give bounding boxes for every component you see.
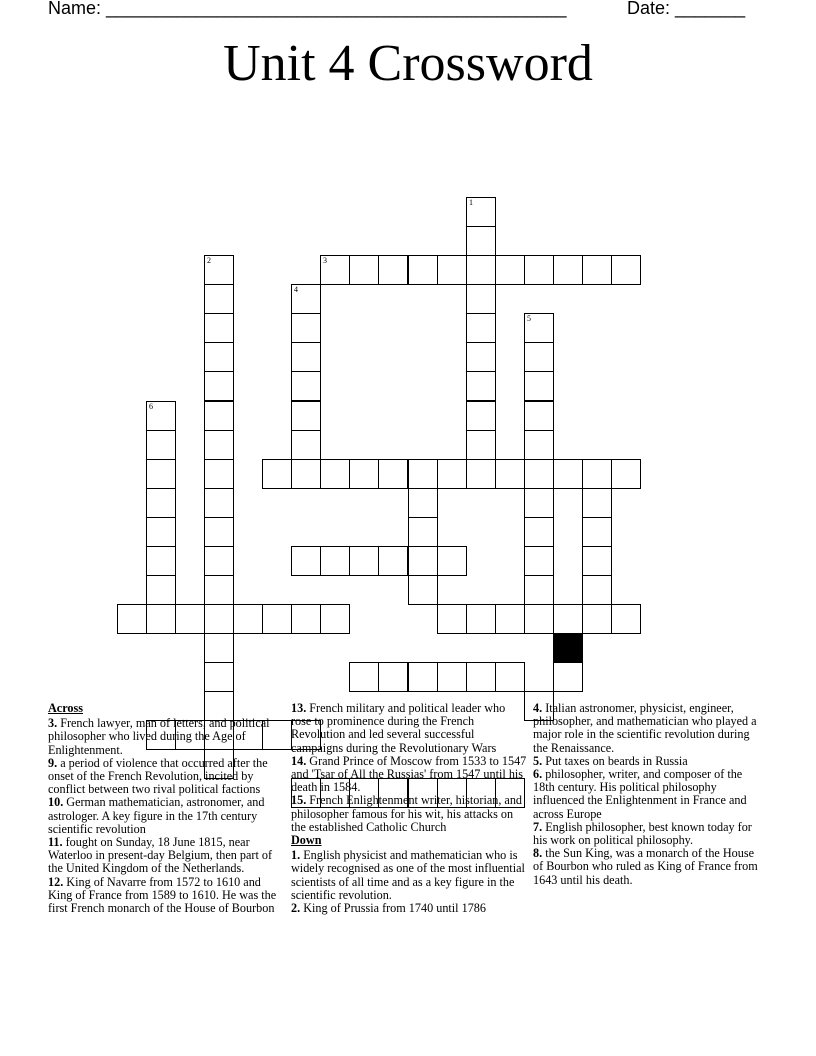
- clue-text: King of Prussia from 1740 until 1786: [300, 901, 486, 916]
- crossword-cell[interactable]: [320, 459, 350, 489]
- crossword-cell[interactable]: [437, 546, 467, 576]
- crossword-cell[interactable]: [146, 546, 176, 576]
- clue-number: 5: [527, 314, 531, 323]
- crossword-cell[interactable]: [524, 546, 554, 576]
- crossword-cell[interactable]: [204, 604, 234, 634]
- crossword-cell[interactable]: [233, 604, 263, 634]
- crossword-cell[interactable]: [378, 662, 408, 692]
- crossword-cell[interactable]: [204, 633, 234, 663]
- crossword-cell[interactable]: [408, 662, 438, 692]
- clue-item: [48, 757, 280, 797]
- crossword-cell[interactable]: [466, 226, 496, 256]
- crossword-cell[interactable]: [320, 546, 350, 576]
- crossword-cell[interactable]: [582, 575, 612, 605]
- crossword-black-cell: [553, 633, 583, 663]
- crossword-cell[interactable]: [146, 604, 176, 634]
- clue-item: [533, 702, 765, 755]
- crossword-cell[interactable]: [291, 342, 321, 372]
- clue-item: [291, 702, 527, 755]
- crossword-cell[interactable]: [349, 546, 379, 576]
- crossword-cell[interactable]: [437, 662, 467, 692]
- crossword-cell[interactable]: [582, 517, 612, 547]
- crossword-cell[interactable]: [146, 488, 176, 518]
- crossword-cell[interactable]: [553, 255, 583, 285]
- clue-number-label: 4.: [533, 701, 543, 715]
- down-heading: Down: [291, 833, 322, 848]
- crossword-cell[interactable]: [524, 313, 554, 343]
- down-clue-list-continued: [533, 702, 765, 887]
- crossword-cell[interactable]: [524, 401, 554, 431]
- name-field-label: Name: ______________________________________________: [48, 0, 567, 18]
- crossword-cell[interactable]: [611, 255, 641, 285]
- clue-item: [291, 755, 527, 795]
- crossword-cell[interactable]: [146, 459, 176, 489]
- clue-item: [533, 821, 765, 847]
- clue-text: Grand Prince of Moscow from 1533 to 1547 and 'Tsar of All the Russias' from 1547 until his death in 1584.: [291, 753, 527, 795]
- crossword-cell[interactable]: [349, 662, 379, 692]
- crossword-cell[interactable]: [349, 255, 379, 285]
- crossword-cell[interactable]: [291, 401, 321, 431]
- crossword-cell[interactable]: [175, 604, 205, 634]
- crossword-cell[interactable]: [204, 371, 234, 401]
- clue-text: French military and political leader who rose to prominence during the French Revolution and led several successful campaigns during the Revolutionary Wars: [291, 701, 506, 755]
- crossword-cell[interactable]: [291, 430, 321, 460]
- clue-text: German mathematician, astronomer, and astrologer. A key figure in the 17th century scientific revolution: [48, 795, 265, 836]
- crossword-cell[interactable]: [524, 430, 554, 460]
- crossword-cell[interactable]: [204, 313, 234, 343]
- crossword-cell[interactable]: [524, 255, 554, 285]
- crossword-cell[interactable]: [117, 604, 147, 634]
- down-clue-list: [291, 849, 527, 915]
- clue-number-label: 9.: [48, 755, 58, 770]
- clue-text: Put taxes on beards in Russia: [542, 753, 688, 768]
- crossword-cell[interactable]: [437, 604, 467, 634]
- clue-column-1: [48, 702, 280, 915]
- crossword-cell[interactable]: [320, 604, 350, 634]
- crossword-cell[interactable]: [582, 546, 612, 576]
- crossword-cell[interactable]: [553, 459, 583, 489]
- crossword-cell[interactable]: [291, 284, 321, 314]
- crossword-cell[interactable]: [349, 459, 379, 489]
- crossword-cell[interactable]: [408, 459, 438, 489]
- crossword-cell[interactable]: [291, 459, 321, 489]
- clue-text: French Enlightenment writer, historian, and philosopher famous for his wit, his attacks on the established Catholic Church: [291, 793, 523, 834]
- page-title: Unit 4 Crossword: [223, 35, 593, 92]
- crossword-cell[interactable]: [291, 313, 321, 343]
- crossword-cell[interactable]: [408, 546, 438, 576]
- crossword-cell[interactable]: [466, 284, 496, 314]
- clue-text: English physicist and mathematician who is widely recognised as one of the most influential scientists of all time and as a key figure in the scientific revolution.: [291, 848, 525, 902]
- crossword-cell[interactable]: [524, 517, 554, 547]
- clue-number-label: 15.: [291, 793, 307, 808]
- crossword-cell[interactable]: [466, 430, 496, 460]
- crossword-cell[interactable]: [204, 284, 234, 314]
- crossword-cell[interactable]: [378, 459, 408, 489]
- crossword-cell[interactable]: [524, 459, 554, 489]
- crossword-cell[interactable]: [611, 459, 641, 489]
- clue-text: King of Navarre from 1572 to 1610 and King of France from 1589 to 1610. He was the first French monarch of the House of Bourbon: [48, 874, 277, 916]
- crossword-cell[interactable]: [466, 342, 496, 372]
- crossword-cell[interactable]: [524, 604, 554, 634]
- crossword-cell[interactable]: [291, 546, 321, 576]
- clue-text: philosopher, writer, and composer of the 18th century. His political philosophy influenced the Enlightenment in France and across Europe: [533, 767, 747, 821]
- crossword-cell[interactable]: [204, 488, 234, 518]
- crossword-cell[interactable]: [466, 401, 496, 431]
- clue-number-label: 2.: [291, 901, 301, 916]
- clue-column-2: [291, 702, 527, 915]
- crossword-cell[interactable]: [146, 430, 176, 460]
- clue-number: 6: [149, 402, 153, 411]
- clue-number-label: 7.: [533, 819, 543, 834]
- crossword-cell[interactable]: [408, 517, 438, 547]
- clue-item: [533, 768, 765, 821]
- crossword-cell[interactable]: [408, 575, 438, 605]
- clue-item: [533, 847, 765, 887]
- crossword-cell[interactable]: [262, 604, 292, 634]
- clue-number: 2: [207, 256, 211, 265]
- clue-text: fought on Sunday, 18 June 1815, near Waterloo in present-day Belgium, then part of the United Kingdom of the Netherlands.: [48, 835, 273, 876]
- crossword-cell[interactable]: [466, 604, 496, 634]
- crossword-cell[interactable]: [204, 459, 234, 489]
- crossword-cell[interactable]: [466, 313, 496, 343]
- crossword-cell[interactable]: [378, 546, 408, 576]
- clue-number-label: 1.: [291, 848, 301, 863]
- crossword-cell[interactable]: [466, 371, 496, 401]
- crossword-cell[interactable]: [204, 401, 234, 431]
- crossword-cell[interactable]: [466, 459, 496, 489]
- crossword-cell[interactable]: [524, 371, 554, 401]
- clue-number-label: 12.: [48, 874, 64, 889]
- clue-item: [48, 836, 280, 876]
- across-heading: Across: [48, 701, 83, 715]
- clue-item: [291, 794, 527, 834]
- clue-number: 4: [294, 285, 298, 294]
- clue-number-label: 11.: [48, 835, 63, 850]
- crossword-cell[interactable]: [204, 430, 234, 460]
- crossword-cell[interactable]: [204, 575, 234, 605]
- clue-text: Italian astronomer, physicist, engineer, philosopher, and mathematician who played a major role in the scientific revolution during the Renaissance.: [533, 701, 757, 755]
- clue-text: English philosopher, best known today for his work on political philosophy.: [533, 819, 752, 848]
- crossword-cell[interactable]: [437, 459, 467, 489]
- crossword-cell[interactable]: [524, 342, 554, 372]
- crossword-cell[interactable]: [320, 255, 350, 285]
- clue-text: a period of violence that occurred after the onset of the French Revolution, incited by conflict between two rival political factions: [48, 755, 268, 797]
- crossword-cell[interactable]: [408, 488, 438, 518]
- crossword-cell[interactable]: [466, 255, 496, 285]
- crossword-cell[interactable]: [466, 197, 496, 227]
- crossword-cell[interactable]: [204, 342, 234, 372]
- clue-item: [48, 796, 280, 836]
- clue-number-label: 14.: [291, 753, 307, 768]
- crossword-cell[interactable]: [495, 459, 525, 489]
- crossword-cell[interactable]: [582, 255, 612, 285]
- clue-text: the Sun King, was a monarch of the House of Bourbon who ruled as King of France from 1643 until his death.: [533, 846, 758, 887]
- clue-item: [291, 849, 527, 902]
- crossword-cell[interactable]: [466, 662, 496, 692]
- crossword-cell[interactable]: [611, 604, 641, 634]
- clue-number-label: 13.: [291, 701, 307, 715]
- clue-item: [48, 876, 280, 916]
- crossword-cell[interactable]: [553, 662, 583, 692]
- crossword-cell[interactable]: [204, 546, 234, 576]
- across-clue-list-continued: [291, 702, 527, 834]
- crossword-cell[interactable]: [408, 255, 438, 285]
- crossword-cell[interactable]: [378, 255, 408, 285]
- clue-number-label: 10.: [48, 795, 64, 810]
- clue-number-label: 5.: [533, 753, 543, 768]
- crossword-cell[interactable]: [204, 255, 234, 285]
- clue-column-3: [533, 702, 765, 887]
- crossword-cell[interactable]: [553, 604, 583, 634]
- crossword-cell[interactable]: [495, 255, 525, 285]
- crossword-cell[interactable]: [146, 575, 176, 605]
- clue-item: [291, 902, 527, 915]
- crossword-cell[interactable]: [146, 517, 176, 547]
- crossword-cell[interactable]: [262, 459, 292, 489]
- clue-number: 1: [469, 198, 473, 207]
- crossword-cell[interactable]: [204, 662, 234, 692]
- crossword-cell[interactable]: [582, 604, 612, 634]
- date-field-label: Date: _______: [627, 0, 746, 18]
- clue-item: [48, 717, 280, 757]
- crossword-cell[interactable]: [582, 459, 612, 489]
- crossword-cell[interactable]: [582, 488, 612, 518]
- crossword-cell[interactable]: [524, 488, 554, 518]
- clue-number-label: 8.: [533, 846, 543, 861]
- clue-text: French lawyer, man of letters, and political philosopher who lived during the Age of Enlightenment.: [48, 716, 270, 757]
- clue-number-label: 3.: [48, 716, 58, 731]
- crossword-cell[interactable]: [146, 401, 176, 431]
- crossword-cell[interactable]: [524, 575, 554, 605]
- crossword-cell[interactable]: [495, 662, 525, 692]
- crossword-cell[interactable]: [204, 517, 234, 547]
- clue-number-label: 6.: [533, 767, 543, 782]
- crossword-cell[interactable]: [291, 371, 321, 401]
- crossword-cell[interactable]: [495, 604, 525, 634]
- crossword-cell[interactable]: [291, 604, 321, 634]
- across-clue-list: [48, 717, 280, 915]
- crossword-cell[interactable]: [437, 255, 467, 285]
- clue-number: 3: [323, 256, 327, 265]
